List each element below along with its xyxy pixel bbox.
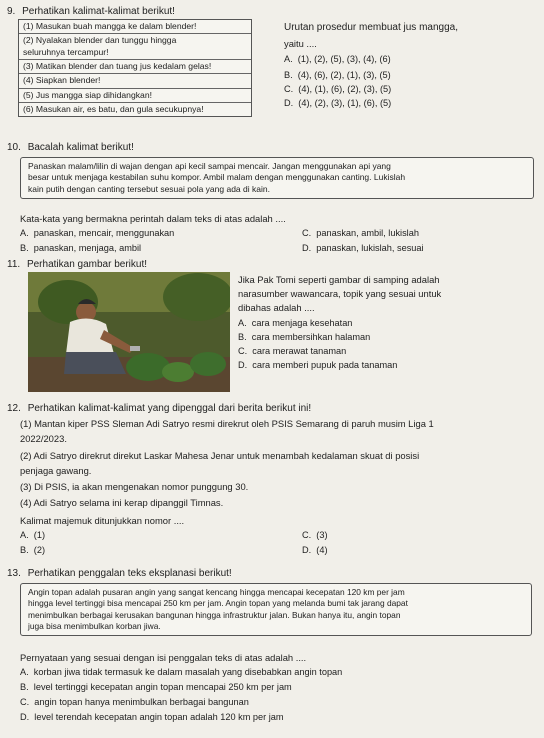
q13-option-d[interactable] xyxy=(20,712,284,724)
q13-option-b[interactable] xyxy=(20,682,292,694)
q11-option-c[interactable] xyxy=(238,346,346,358)
q9-step: (4) Siapkan blender! xyxy=(19,74,251,88)
q9-option-c[interactable] xyxy=(284,84,391,96)
option-letter: B. xyxy=(238,332,247,342)
option-letter: B. xyxy=(284,70,293,80)
option-text: panaskan, menjaga, ambil xyxy=(33,243,142,253)
option-text: angin topan hanya menimbulkan berbagai bangunan xyxy=(34,697,249,707)
q9-option-d[interactable] xyxy=(284,98,391,110)
q10-stem: Bacalah kalimat berikut! xyxy=(27,142,134,153)
q10-passage-box xyxy=(20,157,534,199)
option-letter: C. xyxy=(302,530,312,540)
option-text: cara membersihkan halaman xyxy=(251,332,371,342)
q9-question-line1: Urutan prosedur membuat jus mangga, xyxy=(284,22,458,33)
q12-option-b[interactable] xyxy=(20,545,45,557)
q10-question: Kata-kata yang bermakna perintah dalam teks di atas adalah .... xyxy=(20,213,286,224)
option-text: panaskan, ambil, lukislah xyxy=(316,228,419,238)
q11-option-a[interactable] xyxy=(238,318,352,330)
q12-sentence: (4) Adi Satryo selama ini kerap dipanggil Timnas. xyxy=(20,497,224,508)
option-text: cara memberi pupuk pada tanaman xyxy=(252,360,398,370)
q13-question: Pernyataan yang sesuai dengan isi penggalan teks di atas adalah .... xyxy=(20,652,307,663)
q10-passage-line: Panaskan malam/lilin di wajan dengan api kecil sampai mencair. Jangan menggunakan api yang xyxy=(28,161,391,171)
option-letter: B. xyxy=(20,545,29,555)
q12-option-a[interactable] xyxy=(20,530,45,542)
option-text: level tertinggi kecepatan angin topan mencapai 250 km per jam xyxy=(33,682,292,692)
q11-stem: Perhatikan gambar berikut! xyxy=(26,259,148,270)
q13-passage-line: Angin topan adalah pusaran angin yang sangat kencang hingga mencapai kecepatan 120 km per jam xyxy=(28,587,405,597)
q13-number: 13. xyxy=(7,568,21,579)
q11-question-line: narasumber wawancara, topik yang sesuai untuk xyxy=(238,288,442,299)
option-letter: D. xyxy=(20,712,30,722)
q11-number: 11. xyxy=(7,259,21,270)
q9-step: (6) Masukan air, es batu, dan gula secukupnya! xyxy=(23,104,204,115)
q12-option-c[interactable] xyxy=(302,530,328,542)
option-text: korban jiwa tidak termasuk ke dalam masalah yang disebabkan angin topan xyxy=(33,667,343,677)
option-text: panaskan, mencair, menggunakan xyxy=(33,228,175,238)
option-text: (1) xyxy=(33,530,46,540)
q9-steps-box xyxy=(18,19,252,117)
q10-option-a[interactable] xyxy=(20,228,174,240)
q9-step: (3) Matikan blender dan tuang jus kedalam gelas! xyxy=(19,60,251,74)
option-text: (4) xyxy=(316,545,328,555)
q12-sentence: (3) Di PSIS, ia akan mengenakan nomor punggung 30. xyxy=(20,481,249,492)
option-letter: A. xyxy=(20,667,29,677)
q9-option-a[interactable] xyxy=(284,54,391,66)
option-letter: D. xyxy=(284,98,294,108)
q13-header xyxy=(7,568,232,581)
q10-option-d[interactable] xyxy=(302,243,424,255)
q9-number: 9. xyxy=(7,6,16,17)
option-letter: C. xyxy=(238,346,248,356)
option-letter: D. xyxy=(302,545,312,555)
option-text: (4), (2), (3), (1), (6), (5) xyxy=(298,98,392,108)
option-text: (1), (2), (5), (3), (4), (6) xyxy=(297,54,391,64)
option-letter: D. xyxy=(238,360,248,370)
option-text: (3) xyxy=(316,530,328,540)
q11-option-b[interactable] xyxy=(238,332,370,344)
q12-header xyxy=(7,403,311,416)
q10-option-b[interactable] xyxy=(20,243,141,255)
q9-step: (1) Masukan buah mangga ke dalam blender! xyxy=(19,20,251,34)
q13-passage-line: hingga level tertinggi bisa mencapai 250 km per jam. Angin topan yang melanda bumi tak jarang dapat xyxy=(28,598,408,609)
option-text: (4), (6), (2), (1), (3), (5) xyxy=(297,70,391,80)
option-text: (2) xyxy=(33,545,46,555)
q10-option-c[interactable] xyxy=(302,228,419,240)
q13-passage-line: juga bisa menimbulkan korban jiwa. xyxy=(28,621,161,632)
q13-option-a[interactable] xyxy=(20,667,342,679)
option-letter: A. xyxy=(284,54,293,64)
q12-sentence: (2) Adi Satryo direkrut direkut Laskar Mahesa Jenar untuk menambah kedalaman skuat di posisi xyxy=(20,450,420,461)
q12-sentence: (1) Mantan kiper PSS Sleman Adi Satryo resmi direkrut oleh PSIS Semarang di paruh musim Liga 1 xyxy=(20,418,434,429)
q11-option-d[interactable] xyxy=(238,360,397,372)
q13-stem: Perhatikan penggalan teks eksplanasi berikut! xyxy=(27,568,232,579)
option-text: cara menjaga kesehatan xyxy=(251,318,353,328)
q10-passage-line: kain putih dengan canting tersebut sesuai pola yang ada di kain. xyxy=(28,183,270,194)
q13-passage-line: menimbulkan berbagai kerusakan bangunan hingga infrastruktur jalan. Bukan hanya itu, angin topan xyxy=(28,609,401,620)
q9-step: (5) Jus mangga siap dihidangkan! xyxy=(19,89,251,103)
q10-number: 10. xyxy=(7,142,21,153)
q13-passage-box xyxy=(20,583,532,636)
q9-step: (2) Nyalakan blender dan tunggu hingga xyxy=(23,35,177,46)
option-letter: C. xyxy=(284,84,294,94)
q12-stem: Perhatikan kalimat-kalimat yang dipenggal dari berita berikut ini! xyxy=(27,403,312,414)
option-letter: A. xyxy=(20,228,29,238)
q9-header xyxy=(7,6,175,19)
q11-header xyxy=(7,259,147,272)
q13-option-c[interactable] xyxy=(20,697,249,709)
q9-step: seluruhnya tercampur! xyxy=(19,47,251,60)
option-text: panaskan, lukislah, sesuai xyxy=(316,243,424,253)
q9-question-line2: yaitu .... xyxy=(284,38,317,49)
option-text: cara merawat tanaman xyxy=(252,346,347,356)
q12-number: 12. xyxy=(7,403,21,414)
option-text: (4), (1), (6), (2), (3), (5) xyxy=(298,84,392,94)
q12-sentence: penjaga gawang. xyxy=(20,465,92,476)
gardener-illustration xyxy=(28,272,230,392)
q10-header xyxy=(7,142,134,155)
q11-question-line: dibahas adalah .... xyxy=(238,302,315,313)
q12-option-d[interactable] xyxy=(302,545,328,557)
q9-stem: Perhatikan kalimat-kalimat berikut! xyxy=(22,6,175,17)
option-letter: D. xyxy=(302,243,312,253)
option-letter: C. xyxy=(20,697,30,707)
option-letter: C. xyxy=(302,228,312,238)
option-letter: A. xyxy=(20,530,29,540)
q12-sentence: 2022/2023. xyxy=(20,433,67,444)
q9-option-b[interactable] xyxy=(284,70,391,82)
option-letter: B. xyxy=(20,243,29,253)
option-text: level terendah kecepatan angin topan adalah 120 km per jam xyxy=(34,712,284,722)
option-letter: B. xyxy=(20,682,29,692)
q10-passage-line: besar untuk menjaga kestabilan suhu kompor. Ambil malam dengan menggunakan canting. Lukislah xyxy=(28,172,406,183)
q12-question: Kalimat majemuk ditunjukkan nomor .... xyxy=(20,515,185,526)
q11-question-line: Jika Pak Tomi seperti gambar di samping adalah xyxy=(238,274,440,285)
option-letter: A. xyxy=(238,318,247,328)
